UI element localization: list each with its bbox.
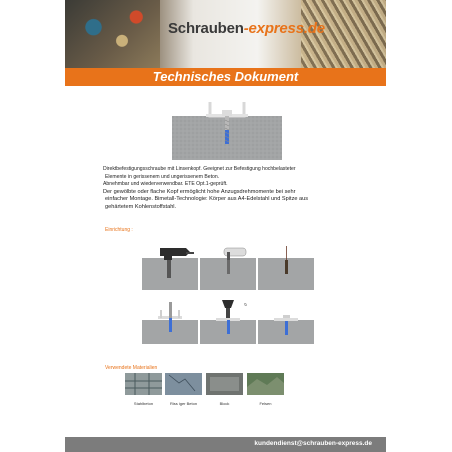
installation-label: Einrichtung : xyxy=(105,227,133,233)
svg-text:↻: ↻ xyxy=(244,302,248,307)
contact-email-link[interactable]: kundendienst@schrauben-express.de xyxy=(254,440,372,447)
header-banner xyxy=(65,0,386,68)
material-label-3: Block xyxy=(219,401,230,406)
desc-line-6: gehärtetem Kohlenstoffstahl. xyxy=(105,203,177,210)
title-bar xyxy=(65,68,386,86)
material-block xyxy=(206,373,243,395)
desc-line-2: Elemente in gerissenem und ungerissenem Beton. xyxy=(105,173,220,180)
material-reinforced-concrete xyxy=(125,373,162,395)
tools-photo xyxy=(65,0,160,68)
step-insert-screw xyxy=(142,300,198,344)
material-cracked-concrete xyxy=(165,373,202,395)
desc-line-5: einfacher Montage. Bimetall-Technologie: Körper aus A4-Edelstahl und Spitze aus xyxy=(105,196,309,203)
brand-main: Schrauben xyxy=(168,20,244,37)
material-label-2: Riss iger Beton xyxy=(169,401,198,406)
product-description xyxy=(103,166,365,212)
page-title: Technisches Dokument xyxy=(152,69,299,84)
hero-screw-illustration xyxy=(172,100,282,160)
step-drill xyxy=(142,246,198,290)
material-rock xyxy=(247,373,284,395)
step-hole-ready xyxy=(258,246,314,290)
material-label-4: Felsen xyxy=(259,401,272,406)
material-label-1: Stahlbeton xyxy=(133,401,154,406)
desc-line-3: Abnehmbar und wiederverwendbar. ETE Opt.1-geprüft. xyxy=(103,181,228,188)
desc-line-1: Direktbefestigungsschraube mit Linsenkopf. Geeignet zur Befestigung hochbelasteter xyxy=(103,166,296,172)
step-tighten xyxy=(200,300,256,344)
step-installed xyxy=(258,300,314,344)
brand-accent: -express.de xyxy=(243,20,325,37)
materials-label: Verwendete Materialien xyxy=(105,365,158,371)
document-page xyxy=(65,0,386,452)
brand-logo[interactable] xyxy=(168,20,325,37)
footer-bar xyxy=(65,437,386,452)
step-clean-hole xyxy=(200,246,256,290)
desc-line-4: Der gewölbte oder flache Kopf ermöglicht hohe Anzugsdrehmomente bei sehr xyxy=(103,188,296,195)
